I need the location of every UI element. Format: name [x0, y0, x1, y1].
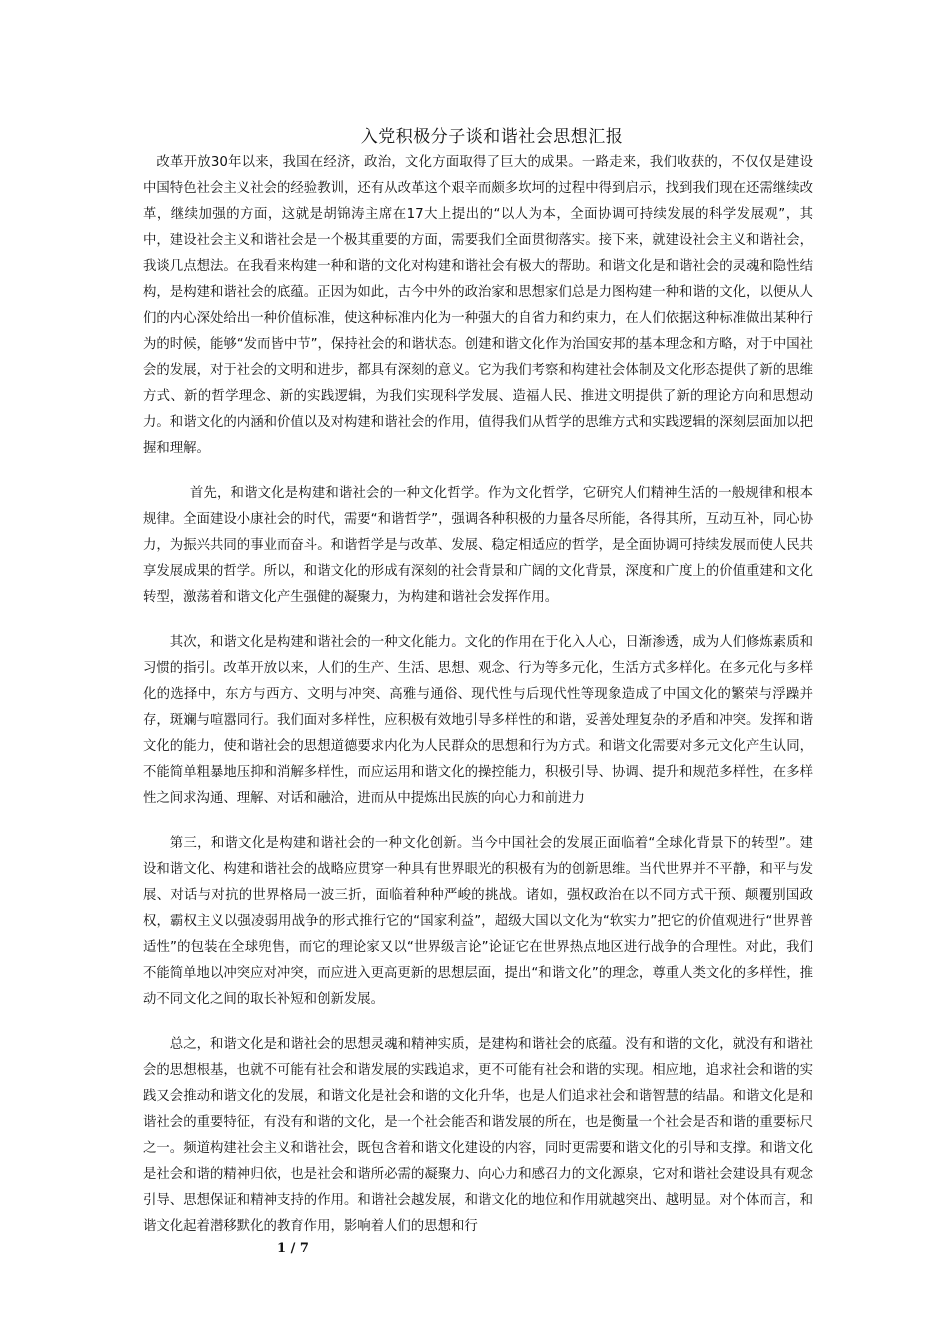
page-number: 1 / 7	[277, 1241, 309, 1256]
paragraph-introduction: 改革开放30年以来，我国在经济，政治，文化方面取得了巨大的成果。一路走来，我们收获的，不仅仅是建设中国特色社会主义社会的经验教训，还有从改革这个艰辛而颇多坎坷的过程中得到启示，找到我们现在还需继续改革，继续加强的方面，这就是胡锦涛主席在17大上提出的“以人为本，全面协调可持续发展的科学发展观”，其中，建设社会主义和谐社会是一个极其重要的方面，需要我们全面贯彻落实。接下来，就建设社会主义和谐社会，我谈几点想法。在我看来构建一种和谐的文化对构建和谐社会有极大的帮助。和谐文化是和谐社会的灵魂和隐性结构，是构建和谐社会的底蕴。正因为如此，古今中外的政治家和思想家们总是力图构建一种和谐的文化，以便从人们的内心深处给出一种价值标准，使这种标准内化为一种强大的自省力和约束力，在人们依据这种标准做出某种行为的时候，能够“发而皆中节”，保持社会的和谐状态。创建和谐文化作为治国安邦的基本理念和方略，对于中国社会的发展，对于社会的文明和进步，都具有深刻的意义。它为我们考察和构建社会体制及文化形态提供了新的思维方式、新的哲学理念、新的实践逻辑，为我们实现科学发展、造福人民、推进文明提供了新的理论方向和思想动力。和谐文化的内涵和价值以及对构建和谐社会的作用，值得我们从哲学的思维方式和实践逻辑的深刻层面加以把握和理解。	[143, 155, 814, 456]
paragraph-conclusion: 总之，和谐文化是和谐社会的思想灵魂和精神实质，是建构和谐社会的底蕴。没有和谐的文化，就没有和谐社会的思想根基，也就不可能有社会和谐发展的实践追求，更不可能有社会和谐的实现。相应地，追求社会和谐的实践又会推动和谐文化的发展，和谐文化是社会和谐的文化升华，也是人们追求社会和谐智慧的结晶。和谐文化是和谐社会的重要特征，有没有和谐的文化，是一个社会能否和谐发展的所在，也是衡量一个社会是否和谐的重要标尺之一。频道构建社会主义和谐社会，既包含着和谐文化建设的内容，同时更需要和谐文化的引导和支撑。和谐文化是社会和谐的精神归依，也是社会和谐所必需的凝聚力、向心力和感召力的文化源泉，它对和谐社会建设具有观念引导、思想保证和精神支持的作用。和谐社会越发展，和谐文化的地位和作用就越突出、越明显。对个体而言，和谐文化起着潜移默化的教育作用，影响着人们的思想和行	[143, 1037, 813, 1234]
paragraph-third-point: 第三，和谐文化是构建和谐社会的一种文化创新。当今中国社会的发展正面临着“全球化背景下的转型”。建设和谐文化、构建和谐社会的战略应贯穿一种具有世界眼光的积极有为的创新思维。当代世界并不平静，和平与发展、对话与对抗的世界格局一波三折，面临着种种严峻的挑战。诸如，强权政治在以不同方式干预、颠覆别国政权，霸权主义以强凌弱用战争的形式推行它的“国家利益”，超级大国以文化为“软实力”把它的价值观进行“世界普适性”的包装在全球兜售，而它的理论家又以“世界级言论”论证它在世界热点地区进行战争的合理性。对此，我们不能简单地以冲突应对冲突，而应进入更高更新的思想层面，提出“和谐文化”的理念，尊重人类文化的多样性，推动不同文化之间的取长补短和创新发展。	[143, 836, 814, 1007]
paragraph-second-point: 其次，和谐文化是构建和谐社会的一种文化能力。文化的作用在于化入人心，日渐渗透，成为人们修炼素质和习惯的指引。改革开放以来，人们的生产、生活、思想、观念、行为等多元化，生活方式多样化。在多元化与多样化的选择中，东方与西方、文明与冲突、高雅与通俗、现代性与后现代性等现象造成了中国文化的繁荣与浮躁并存，斑斓与喧嚣同行。我们面对多样性，应积极有效地引导多样性的和谐，妥善处理复杂的矛盾和冲突。发挥和谐文化的能力，使和谐社会的思想道德要求内化为人民群众的思想和行为方式。和谐文化需要对多元文化产生认同，不能简单粗暴地压抑和消解多样性，而应运用和谐文化的操控能力，积极引导、协调、提升和规范多样性，在多样性之间求沟通、理解、对话和融洽，进而从中提炼出民族的向心力和前进力	[143, 635, 813, 806]
paragraph-first-point: 首先，和谐文化是构建和谐社会的一种文化哲学。作为文化哲学，它研究人们精神生活的一般规律和根本规律。全面建设小康社会的时代，需要“和谐哲学”，强调各种积极的力量各尽所能，各得其所，互动互补，同心协力，为振兴共同的事业而奋斗。和谐哲学是与改革、发展、稳定相适应的哲学，是全面协调可持续发展而使人民共享发展成果的哲学。所以，和谐文化的形成有深刻的社会背景和广阔的文化背景，深度和广度上的价值重建和文化转型，激荡着和谐文化产生强健的凝聚力，为构建和谐社会发挥作用。	[143, 486, 814, 605]
document-body	[143, 150, 813, 1259]
document-title: 入党积极分子谈和谐社会思想汇报	[360, 127, 624, 147]
